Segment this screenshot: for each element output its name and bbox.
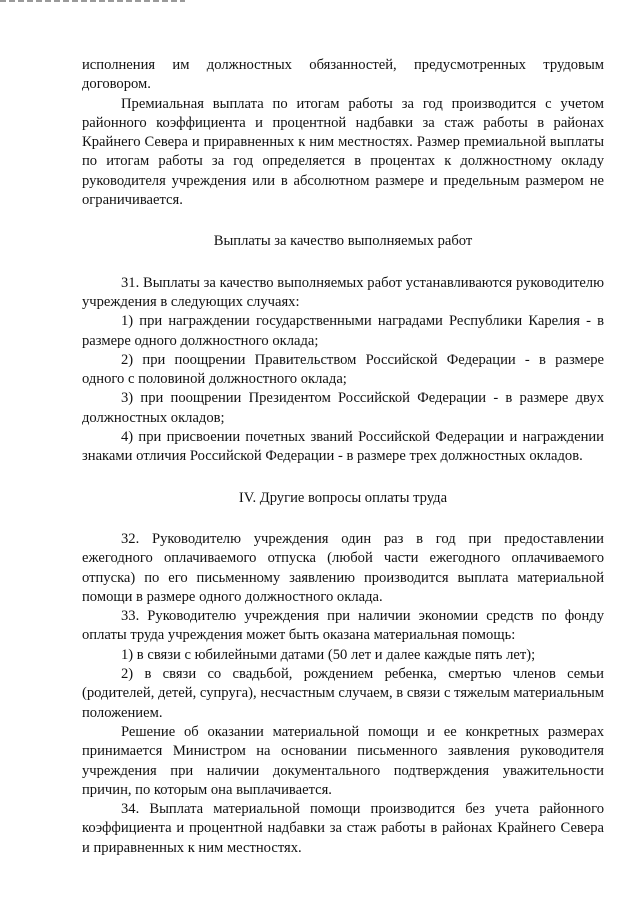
paragraph-31-item-2: 2) при поощрении Правительством Российской Федерации - в размере одного с половиной должностного оклада; <box>82 351 604 388</box>
heading-quality-payments: Выплаты за качество выполняемых работ <box>213 233 473 250</box>
heading-section-4: IV. Другие вопросы оплаты труда <box>238 489 448 506</box>
paragraph-premium-payment: Премиальная выплата по итогам работы за год производится с учетом районного коэффициента и процентной надбавки за стаж работы в районах Крайнего Севера и приравненных к ним местностях. Размер премиальной выплаты по итогам работы за год определяется в процентах к должностному окладу руководителя учреждения или в абсолютном размере и предельным размером не ограничивается. <box>82 95 604 209</box>
paragraph-continuation: исполнения им должностных обязанностей, предусмотренных трудовым договором. <box>82 57 604 93</box>
document-body <box>82 56 604 858</box>
paragraph-33: 33. Руководителю учреждения при наличии экономии средств по фонду оплаты труда учреждения может быть оказана материальная помощь: <box>82 608 604 644</box>
paragraph-33-item-2: 2) в связи со свадьбой, рождением ребенка, смертью членов семьи (родителей, детей, супруга), несчастным случаем, в связи с тяжелым материальным положением. <box>82 666 604 721</box>
paragraph-32: 32. Руководителю учреждения один раз в год при предоставлении ежегодного оплачиваемого отпуска (любой части ежегодного оплачиваемого отпуска) по его письменному заявлению производится выплата материальной помощи в размере одного должностного оклада. <box>82 530 604 605</box>
paragraph-31: 31. Выплаты за качество выполняемых работ устанавливаются руководителю учреждения в следующих случаях: <box>82 274 604 310</box>
paragraph-31-item-4: 4) при присвоении почетных званий Российской Федерации и награждении знаками отличия Российской Федерации - в размере трех должностных окладов. <box>82 429 604 465</box>
paragraph-31-item-3: 3) при поощрении Президентом Российской Федерации - в размере двух должностных окладов; <box>82 390 604 426</box>
paragraph-34: 34. Выплата материальной помощи производится без учета районного коэффициента и процентной надбавки за стаж работы в районах Крайнего Севера и приравненных к ним местностях. <box>82 801 604 856</box>
paragraph-31-item-1: 1) при награждении государственными наградами Республики Карелия - в размере одного должностного оклада; <box>82 313 604 349</box>
paragraph-33-decision: Решение об оказании материальной помощи и ее конкретных размерах принимается Министром на основании письменного заявления руководителя учреждения при наличии документального подтверждения уважительности причин, по которым она выплачивается. <box>82 723 604 798</box>
paragraph-33-item-1: 1) в связи с юбилейными датами (50 лет и далее каждые пять лет); <box>121 646 536 663</box>
scan-edge-mark <box>0 0 185 2</box>
